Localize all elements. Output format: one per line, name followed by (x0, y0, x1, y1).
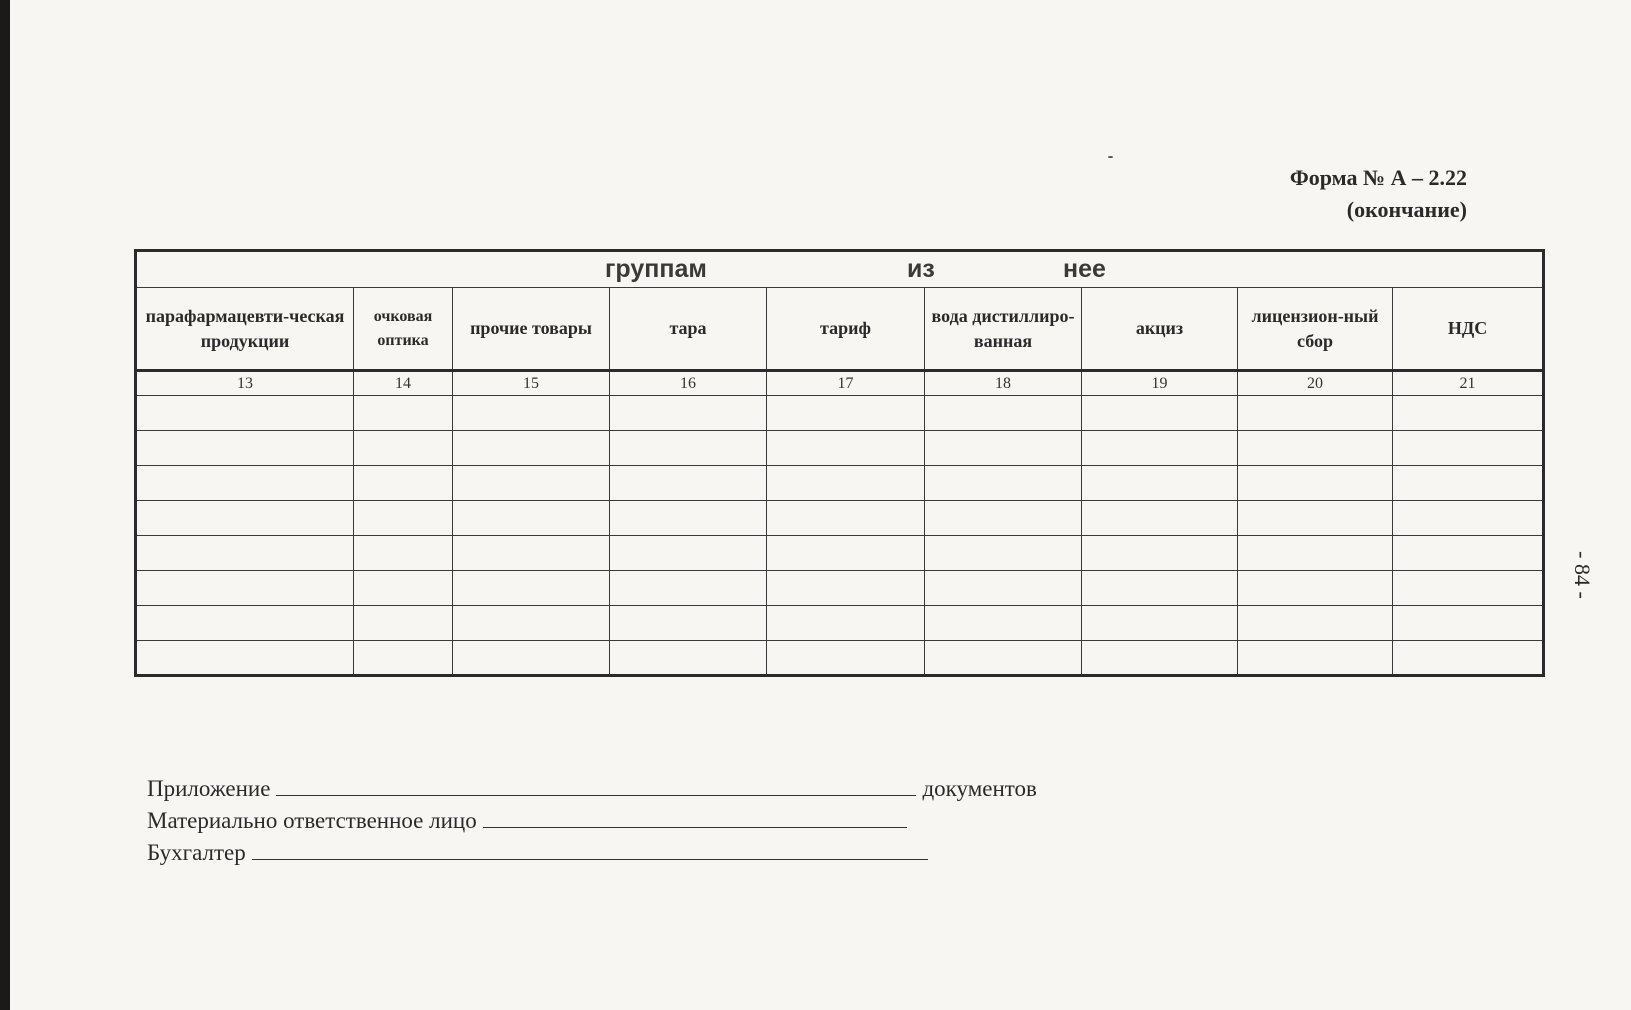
table-cell (136, 536, 354, 571)
table-cell (136, 641, 354, 676)
table-cell (610, 396, 767, 431)
table-cell (453, 571, 610, 606)
responsible-person-line (147, 805, 1037, 837)
table-cell (767, 466, 925, 501)
table-cell (1082, 501, 1238, 536)
responsible-person-blank (483, 805, 907, 828)
group-header-row (136, 251, 1544, 288)
column-number: 19 (1082, 371, 1238, 396)
column-header: очковая оптика (354, 288, 453, 371)
table-cell (453, 536, 610, 571)
table-row (136, 396, 1544, 431)
table-cell (354, 536, 453, 571)
table-cell (1238, 606, 1393, 641)
attachment-label: Приложение (147, 776, 271, 801)
table-cell (354, 606, 453, 641)
column-header: тариф (767, 288, 925, 371)
table-cell (767, 431, 925, 466)
table-cell (1393, 431, 1544, 466)
column-number: 16 (610, 371, 767, 396)
table-cell (453, 641, 610, 676)
table-row (136, 501, 1544, 536)
column-number-row (136, 371, 1544, 396)
table-cell (136, 571, 354, 606)
table-cell (1393, 466, 1544, 501)
table-cell (1238, 571, 1393, 606)
attachment-blank (276, 773, 916, 796)
table-row (136, 536, 1544, 571)
table-cell (1238, 396, 1393, 431)
column-header: вода дистиллиро-ванная (925, 288, 1082, 371)
table-cell (925, 571, 1082, 606)
table-cell (354, 466, 453, 501)
column-number: 14 (354, 371, 453, 396)
form-subtitle: (окончание) (1346, 197, 1467, 222)
table-cell (925, 501, 1082, 536)
table-cell (136, 501, 354, 536)
table-cell (1238, 501, 1393, 536)
column-header: парафармацевти-ческая продукции (136, 288, 354, 371)
table-cell (1238, 431, 1393, 466)
table-cell (610, 536, 767, 571)
attachment-line (147, 773, 1037, 805)
table-row (136, 571, 1544, 606)
column-number: 21 (1393, 371, 1544, 396)
accountant-blank (252, 837, 928, 860)
table-cell (453, 606, 610, 641)
table-cell (1082, 431, 1238, 466)
column-number: 13 (136, 371, 354, 396)
column-number: 17 (767, 371, 925, 396)
group-header-word: из (907, 255, 935, 283)
table-cell (1393, 536, 1544, 571)
table-cell (610, 501, 767, 536)
table-cell (354, 641, 453, 676)
accountant-label: Бухгалтер (147, 840, 246, 865)
table-cell (767, 501, 925, 536)
attachment-suffix: документов (922, 776, 1037, 801)
group-header-cell (136, 251, 1544, 288)
table-cell (1393, 501, 1544, 536)
table-cell (767, 641, 925, 676)
table-cell (1082, 606, 1238, 641)
form-title: Форма № А – 2.22 (1289, 165, 1467, 190)
column-number: 18 (925, 371, 1082, 396)
table-row (136, 466, 1544, 501)
table-body (136, 396, 1544, 676)
scan-speck (1108, 156, 1113, 158)
table-cell (925, 396, 1082, 431)
table-cell (1238, 641, 1393, 676)
table-cell (453, 501, 610, 536)
table-cell (610, 466, 767, 501)
form-heading (1290, 162, 1467, 226)
table-cell (1082, 641, 1238, 676)
column-header: акциз (1082, 288, 1238, 371)
table-cell (1082, 466, 1238, 501)
table-cell (354, 431, 453, 466)
table-cell (1238, 536, 1393, 571)
table-cell (767, 571, 925, 606)
table-cell (1393, 396, 1544, 431)
column-number: 15 (453, 371, 610, 396)
column-header: прочие товары (453, 288, 610, 371)
page-binding-edge (0, 0, 10, 1010)
table-cell (1238, 466, 1393, 501)
table-cell (610, 641, 767, 676)
group-header-word: нее (1063, 255, 1106, 283)
report-table (134, 249, 1545, 677)
table-cell (767, 536, 925, 571)
table-cell (925, 536, 1082, 571)
table-cell (354, 571, 453, 606)
table-row (136, 606, 1544, 641)
table-cell (1393, 606, 1544, 641)
accountant-line (147, 837, 1037, 869)
table-cell (1082, 396, 1238, 431)
table-cell (453, 431, 610, 466)
column-header: лицензион-ный сбор (1238, 288, 1393, 371)
column-number: 20 (1238, 371, 1393, 396)
table-cell (610, 571, 767, 606)
column-header: тара (610, 288, 767, 371)
table-cell (136, 466, 354, 501)
column-header-row (136, 288, 1544, 371)
table-cell (136, 396, 354, 431)
page-number: - 84 - (1569, 551, 1595, 599)
table-cell (767, 606, 925, 641)
table-cell (1393, 571, 1544, 606)
table-cell (925, 641, 1082, 676)
table-cell (1393, 641, 1544, 676)
table-cell (925, 466, 1082, 501)
responsible-person-label: Материально ответственное лицо (147, 808, 477, 833)
table-cell (767, 396, 925, 431)
table-cell (453, 396, 610, 431)
table-cell (925, 606, 1082, 641)
table-row (136, 431, 1544, 466)
table-cell (610, 606, 767, 641)
table-row (136, 641, 1544, 676)
group-header-word: группам (605, 255, 707, 283)
table-cell (354, 396, 453, 431)
table-cell (136, 431, 354, 466)
table-cell (354, 501, 453, 536)
table-cell (610, 431, 767, 466)
column-header: НДС (1393, 288, 1544, 371)
table-cell (925, 431, 1082, 466)
table-cell (1082, 536, 1238, 571)
signature-block (147, 773, 1037, 869)
table-cell (136, 606, 354, 641)
table-cell (453, 466, 610, 501)
table-cell (1082, 571, 1238, 606)
